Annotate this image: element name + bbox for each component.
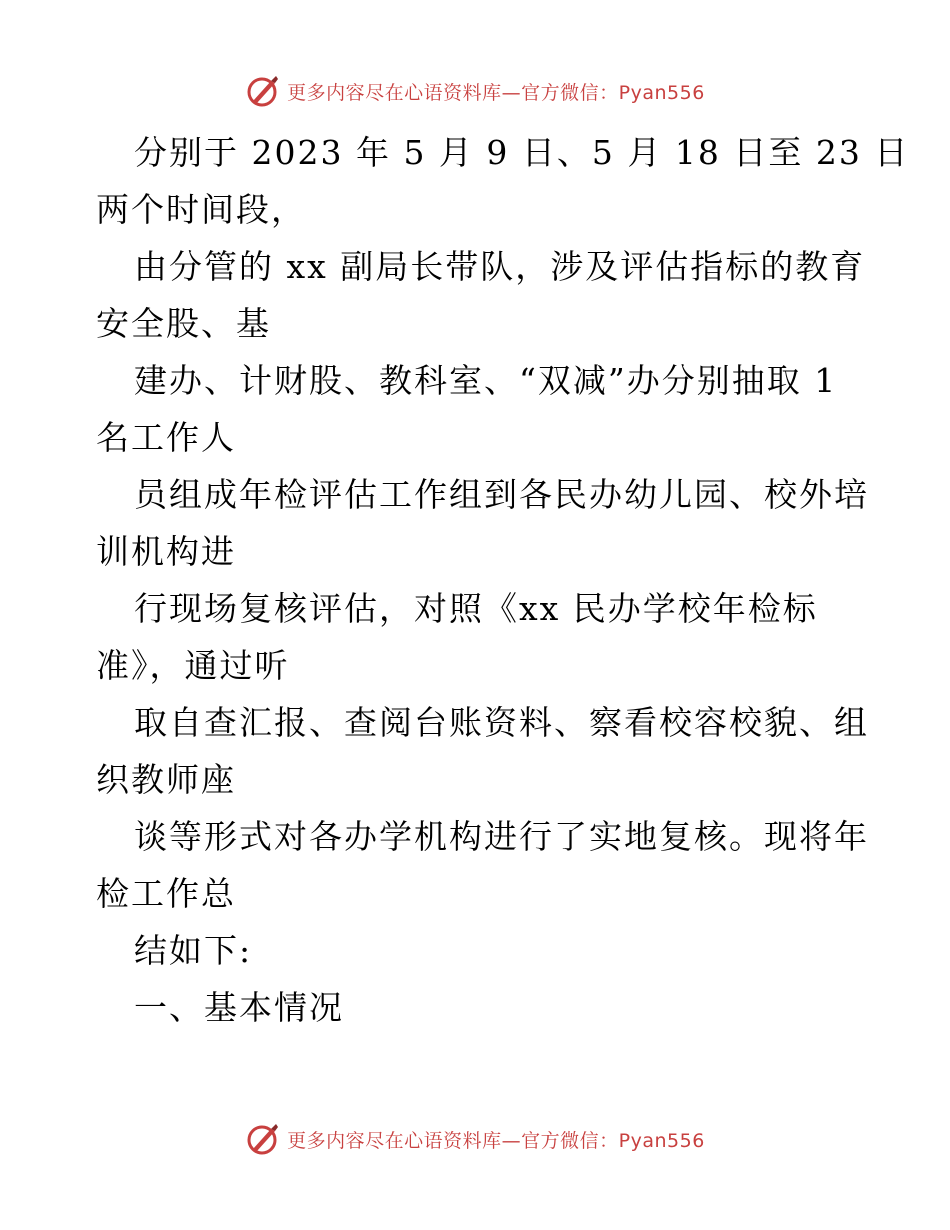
footer-banner-text: 更多内容尽在心语资料库—官方微信：Pyan556: [287, 1129, 705, 1152]
document-body: [96, 124, 910, 1036]
body-line: 取自查汇报、查阅台账资料、察看校容校貌、组: [134, 703, 869, 742]
body-line: 训机构进: [96, 532, 236, 571]
body-line: 安全股、基: [96, 304, 271, 343]
footer-banner: [0, 1119, 950, 1159]
pen-logo-icon: [245, 1121, 281, 1157]
body-line: 检工作总: [96, 874, 236, 913]
body-line: 结如下:: [134, 931, 253, 970]
body-line: 行现场复核评估，对照《xx 民办学校年检标: [134, 589, 818, 628]
header-banner: [0, 71, 950, 111]
body-line: 员组成年检评估工作组到各民办幼儿园、校外培: [134, 475, 869, 514]
body-line: 织教师座: [96, 760, 236, 799]
header-banner-text: 更多内容尽在心语资料库—官方微信：Pyan556: [287, 81, 705, 104]
body-line: 分别于 2023 年 5 月 9 日、5 月 18 日至 23 日: [134, 133, 910, 172]
body-line: 谈等形式对各办学机构进行了实地复核。现将年: [134, 817, 869, 856]
body-line: 名工作人: [96, 418, 236, 457]
section-heading: 一、基本情况: [134, 988, 344, 1027]
body-line: 建办、计财股、教科室、“双减”办分别抽取 1: [134, 361, 838, 400]
body-line: 准》，通过听: [96, 646, 290, 685]
body-line: 两个时间段，: [96, 190, 306, 229]
pen-logo-icon: [245, 73, 281, 109]
body-line: 由分管的 xx 副局长带队，涉及评估指标的教育: [134, 247, 866, 286]
